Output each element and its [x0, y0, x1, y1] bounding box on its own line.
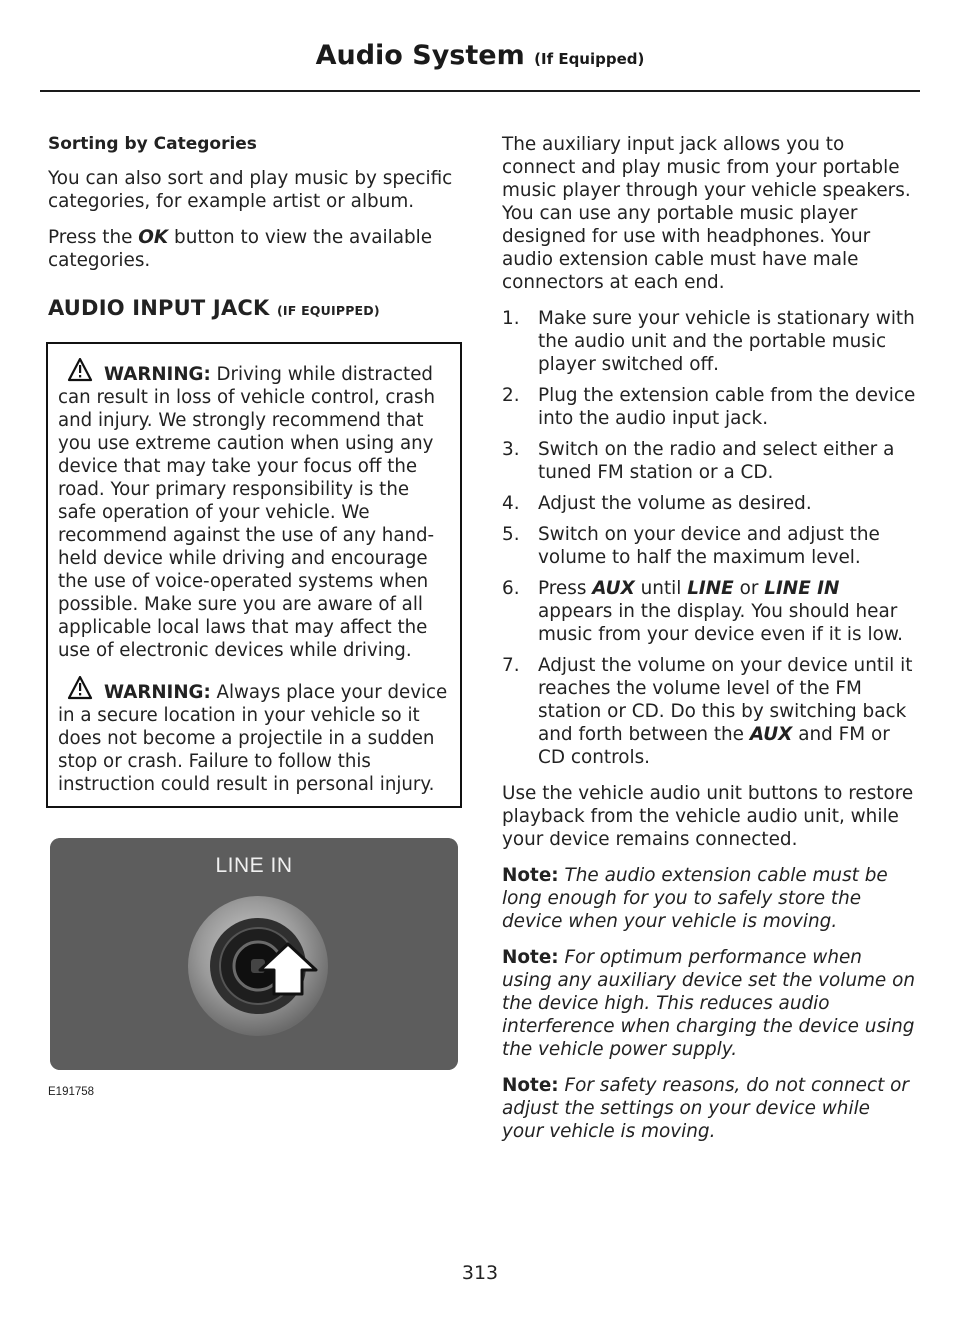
step-item — [502, 492, 916, 515]
section-heading-sub: (IF EQUIPPED) — [277, 303, 380, 318]
note-text: The audio extension cable must be long enough for you to safely store the device when your vehicle is moving. — [502, 865, 888, 932]
aux-key: AUX — [592, 578, 635, 599]
step-text: Plug the extension cable from the device into the audio input jack. — [538, 385, 916, 429]
note-label: Note: — [502, 1075, 559, 1096]
restore-playback-paragraph: Use the vehicle audio unit buttons to restore playback from the vehicle audio unit, while your device remains connected. — [502, 783, 914, 850]
warning-2-label: WARNING: — [104, 682, 211, 703]
aux-key: AUX — [749, 724, 793, 745]
step-number: 7. — [502, 655, 520, 676]
step-item — [502, 577, 916, 646]
page-header-title — [0, 40, 960, 71]
ok-key: OK — [138, 227, 169, 248]
press-ok-paragraph — [48, 226, 460, 272]
note-text: For optimum performance when using any auxiliary device set the volume on the device high. This reduces audio interference when charging the device using the vehicle power supply. — [502, 947, 915, 1060]
figure-code: E191758 — [48, 1086, 95, 1098]
step-number: 5. — [502, 524, 520, 545]
note-label: Note: — [502, 947, 559, 968]
note-3 — [502, 1074, 916, 1143]
warning-2-text: Always place your device in a secure location in your vehicle so it does not become a projectile in a sudden stop or crash. Failure to follow this instruction could result in personal injury. — [58, 682, 448, 795]
warning-2 — [58, 676, 452, 796]
warning-triangle-icon — [58, 358, 104, 382]
note-2 — [502, 946, 916, 1061]
header-subtitle: (If Equipped) — [534, 50, 645, 68]
sorting-paragraph: You can also sort and play music by specific categories, for example artist or album. — [48, 168, 453, 212]
step-7-post: and FM or CD controls. — [538, 724, 890, 768]
right-column — [502, 133, 916, 1156]
step-6-mid1: until — [634, 578, 688, 599]
header-divider — [40, 90, 920, 92]
warning-1-text: Driving while distracted can result in loss of vehicle control, crash and injury. We strongly recommend that you use extreme caution when using any device that may take your focus off the road. Your primary responsibility is the safe operation of your vehicle. We recommend against the use of any hand-held device while driving and encourage the use of voice-operated systems when possible. Make sure you are aware of all applicable local laws that may affect the use of electronic devices while driving. — [58, 364, 436, 661]
warning-box — [46, 342, 462, 808]
sorting-heading: Sorting by Categories — [48, 134, 257, 154]
step-text: Make sure your vehicle is stationary with the audio unit and the portable music player switched off. — [538, 308, 915, 375]
left-column — [48, 133, 460, 1098]
step-item — [502, 384, 916, 430]
section-heading-text: AUDIO INPUT JACK — [48, 296, 270, 320]
step-text: Adjust the volume as desired. — [538, 493, 812, 514]
line-key: LINE — [687, 578, 734, 599]
step-text: Switch on your device and adjust the volume to half the maximum level. — [538, 524, 880, 568]
line-in-label: LINE IN — [215, 854, 293, 877]
step-number: 2. — [502, 385, 520, 406]
step-6-pre: Press — [538, 578, 593, 599]
setup-steps-list — [502, 307, 916, 769]
header-title-text: Audio System — [315, 40, 525, 71]
step-item — [502, 307, 916, 376]
step-text: Switch on the radio and select either a tuned FM station or a CD. — [538, 439, 895, 483]
aux-intro-paragraph: The auxiliary input jack allows you to connect and play music from your portable music player through your vehicle speakers. You can use any portable music player designed for use with headphones. Your audio extension cable must have male connectors at each end. — [502, 134, 911, 293]
step-number: 1. — [502, 308, 520, 329]
warning-triangle-icon — [58, 676, 104, 700]
note-text: For safety reasons, do not connect or adjust the settings on your device while your vehicle is moving. — [502, 1075, 909, 1142]
step-number: 3. — [502, 439, 520, 460]
step-number: 4. — [502, 493, 520, 514]
step-item — [502, 523, 916, 569]
section-heading — [48, 296, 460, 320]
step-item — [502, 438, 916, 484]
line-in-key: LINE IN — [764, 578, 840, 599]
press-post: button to view the available categories. — [48, 227, 433, 271]
note-1 — [502, 864, 916, 933]
step-6-mid2: or — [733, 578, 765, 599]
warning-1-label: WARNING: — [104, 364, 211, 385]
step-item — [502, 654, 916, 769]
step-number: 6. — [502, 578, 520, 599]
press-pre: Press the — [48, 227, 139, 248]
page-number: 313 — [461, 1262, 499, 1284]
step-6-post: appears in the display. You should hear music from your device even if it is low. — [538, 601, 904, 645]
warning-1 — [58, 358, 452, 662]
line-in-jack-figure — [50, 838, 458, 1070]
step-7-pre: Adjust the volume on your device until it reaches the volume level of the FM station or CD. Do this by switching back and forth between the — [538, 655, 913, 745]
note-label: Note: — [502, 865, 559, 886]
